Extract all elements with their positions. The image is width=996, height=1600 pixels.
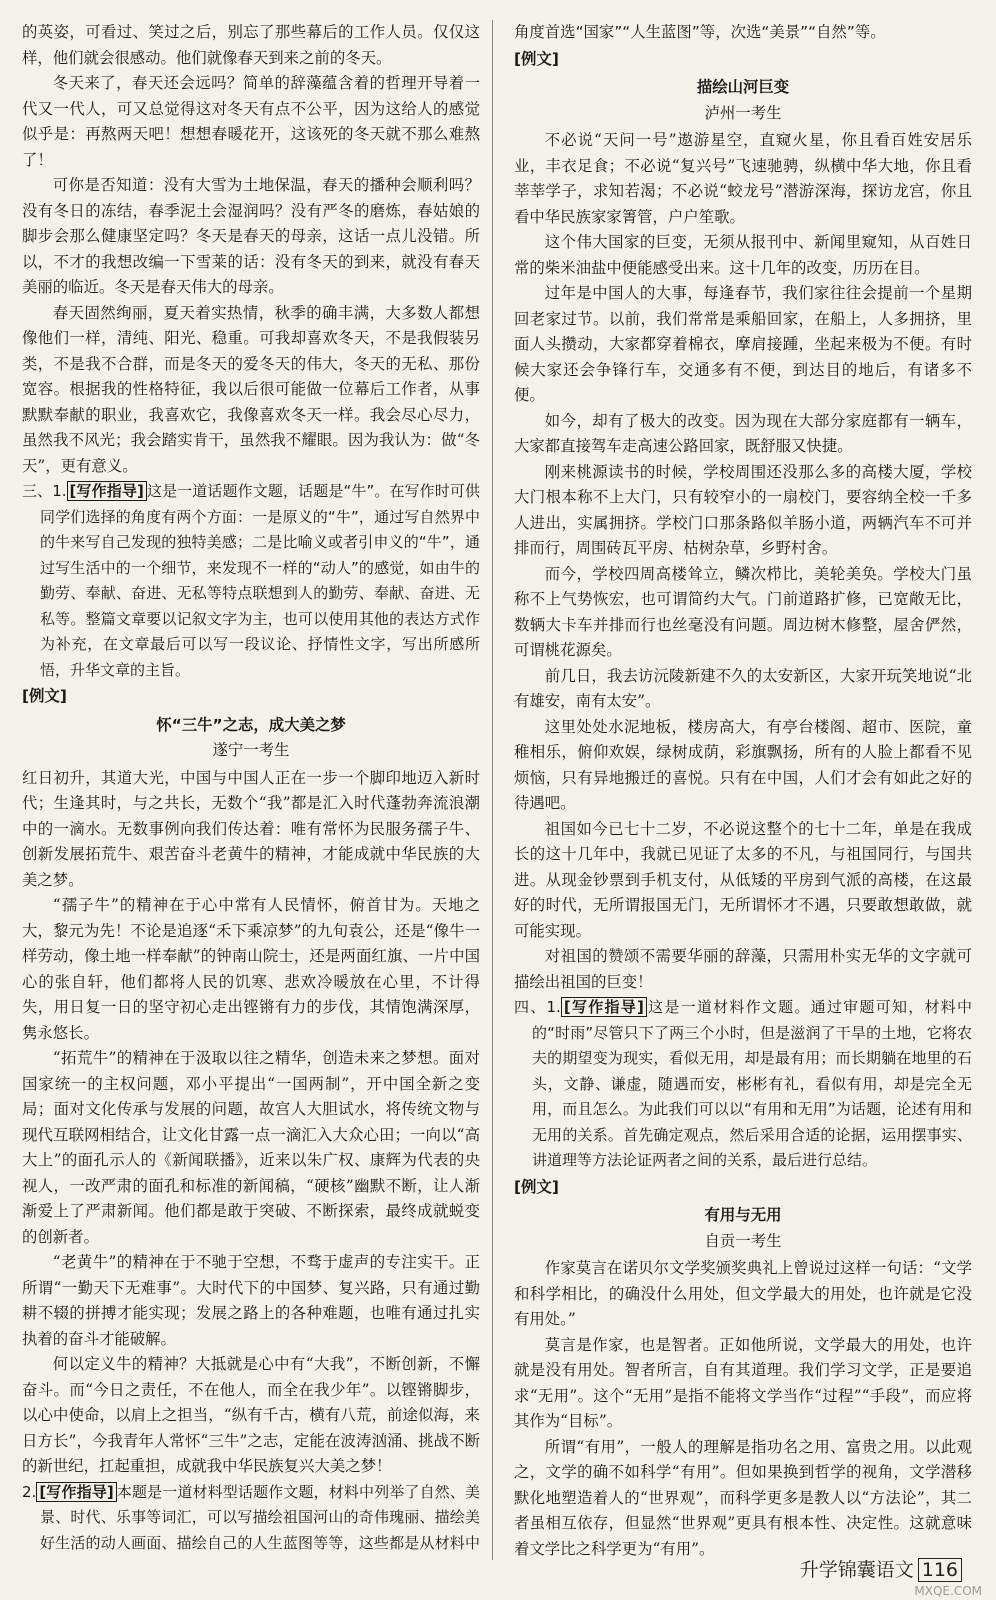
guide-text: 这是一道材料作文题。通过审题可知，材料中的“时雨”尽管只下了两三个小时，但是滋润了干旱的土地，它将农夫的期望变为现实，看似无用，却是最有用；而长期躺在地里的石头，文静、谦虚，随遇而安，彬彬有礼，看似有用，却是完全无用，而且怎么。为此我们可以以“有用和无用”为话题，论述有用和无用的关系。首先确定观点，然后采用合适的论据，运用摆事实、讲道理等方法论证两者之间的关系，最后进行总结。 xyxy=(532,998,972,1169)
page-number: 116 xyxy=(918,1558,962,1582)
paragraph: 祖国如今已七十二岁，不必说这整个的七十二年，单是在我成长的这十几年中，我就已见证了太多的不凡，与祖国同行，与国共进。从现金钞票到手机支付，从低矮的平房到气派的高楼，在这最好的时代，无所谓报国无门，无所谓怀才不遇，只要敢想敢做，就可能实现。 xyxy=(514,819,972,940)
section-number: 四、1. xyxy=(514,998,561,1016)
paragraph: “孺子牛”的精神在于心中常有人民情怀，俯首甘为。天地之大，黎元为先！不论是追逐“禾下乘凉梦”的九旬袁公，还是“像牛一样劳动，像土地一样奉献”的钟南山院士，还是两面红旗、一片中国心的张自轩，他们都将人民的饥寒、悲欢冷暖放在心里，不计得失，用日复一日的坚守初心走出铿锵有力的步伐，其情饱满深厚，隽永悠长。 xyxy=(22,896,480,1042)
section-4-guide xyxy=(514,995,972,1174)
right-column xyxy=(514,20,972,1560)
left-column xyxy=(22,20,480,1560)
essay-author: 泸州一考生 xyxy=(704,103,782,122)
paragraph: 春天固然绚丽，夏天着实热情，秋季的确丰满，大多数人都想像他们一样，清纯、阳光、稳重。可我却喜欢冬天，不是我假装另类，不是我不合群，而是冬天的爱冬天的伟大，冬天的无私、那份宽容。根据我的性格特征，我以后很可能做一位幕后工作者，从事默默奉献的职业，我喜欢它，我像喜欢冬天一样。我会尽心尽力，虽然我不风光；我会踏实肯干，虽然我不耀眼。因为我认为：做“冬天”，更有意义。 xyxy=(22,303,480,475)
section-number: 2. xyxy=(22,1482,37,1501)
guide-text: 本题是一道材料型话题作文题，材料中列举了自然、美景、时代、乐事等词汇，可以写描绘祖国河山的奇伟瑰丽、描绘美好生活的动人画面、描绘自己的人生蓝图等等，这些都是从材料中 xyxy=(40,1482,480,1552)
paragraph: 冬天来了，春天还会远吗？简单的辞藻蕴含着的哲理开导着一代又一代人，可又总觉得这对冬天有点不公平，因为这给人的感觉似乎是：再熬两天吧！想想春暖花开，这该死的冬天就不那么难熬了！ xyxy=(22,74,480,169)
paragraph: 所谓“有用”，一般人的理解是指功名之用、富贵之用。以此观之，文学的确不如科学“有用”。但如果换到哲学的视角，文学潜移默化地塑造着人的“世界观”，而科学更多是教人以“方法论”，其二者虽相互依存，但显然“世界观”更具有根本性、决定性。这就意味着文学比之科学更为“有用”。 xyxy=(514,1437,972,1558)
paragraph: 可你是否知道：没有大雪为土地保温，春天的播种会顺利吗？没有冬日的冻结，春季泥土会湿润吗？没有严冬的磨炼，春姑娘的脚步会那么健康坚定吗？冬天是春天的母亲，这话一点儿没错。所以，不才的我想改编一下雪莱的话：没有冬天的到来，就没有春天美丽的临近。冬天是春天伟大的母亲。 xyxy=(22,176,480,296)
writing-guide-tag: [写作指导] xyxy=(561,997,647,1017)
paragraph: 而今，学校四周高楼耸立，鳞次栉比，美轮美奂。学校大门虽称不上气势恢宏，也可谓简约大气。门前道路扩修，已宽敞无比，数辆大卡车并排而行也丝毫没有问题。周边树木修整，屋舍俨然，可谓桃花源矣。 xyxy=(514,564,972,659)
book-title: 升学锦囊语文 xyxy=(799,1559,914,1581)
paragraph: “老黄牛”的精神在于不驰于空想，不骛于虚声的专注实干。正所谓“一勤天下无难事”。大时代下的中国梦、复兴路，只有通过勤耕不辍的拼搏才能实现；发展之路上的各种难题，也唯有通过扎实执着的奋斗才能破解。 xyxy=(22,1253,480,1348)
paragraph: 前几日，我去访沅陵新建不久的太安新区，大家开玩笑地说“北有雄安，南有太安”。 xyxy=(514,666,972,710)
paragraph: 如今，却有了极大的改变。因为现在大部分家庭都有一辆车，大家都直接驾车走高速公路回家，既舒服又快捷。 xyxy=(514,411,972,455)
paragraph: 莫言是作家，也是智者。正如他所说，文学最大的用处，也许就是没有用处。智者所言，自有其道理。我们学习文学，正是要追求“无用”。这个“无用”是指不能将文学当作“过程”“手段”，而应将其作为“目标”。 xyxy=(514,1335,972,1430)
example-label: [例文] xyxy=(22,687,67,705)
guide-text: 这是一道话题作文题，话题是“牛”。在写作时可供同学们选择的角度有两个方面：一是原义的“牛”，通过写自然界中的牛来写自己发现的独特美感；二是比喻义或者引申义的“牛”，通过写生活中的一个细节，来发现不一样的“动人”的感觉，如由牛的勤劳、奉献、奋进、无私等特点联想到人的勤劳、奉献、奋进、无私等。整篇文章要以记叙文字为主，也可以使用其他的表达方式作为补充，在文章最后可以写一段议论、抒情性文字，写出所感所悟，升华文章的主旨。 xyxy=(40,482,480,679)
section-2-guide xyxy=(22,1480,480,1561)
section-3-guide xyxy=(22,479,480,683)
paragraph: 红日初升，其道大光，中国与中国人正在一步一个脚印地迈入新时代；生逢其时，与之共长，无数个“我”都是汇入时代蓬勃奔流浪潮中的一滴水。无数事例向我们传达着：唯有常怀为民服务孺子牛、创新发展拓荒牛、艰苦奋斗老黄牛的精神，才能成就中华民族的大美之梦。 xyxy=(22,768,480,889)
watermark: MXQE.COM xyxy=(914,1584,982,1598)
paragraph: 角度首选“国家”“人生蓝图”等，次选“美景”“自然”等。 xyxy=(514,23,886,41)
paragraph: 何以定义牛的精神？大抵就是心中有“大我”，不断创新，不懈奋斗。而“今日之责任，不在他人，而全在我少年”。以铿锵脚步，以心中使命，以肩上之担当，“纵有千古，横有八荒，前途似海，来日方长”，今我青年人常怀“三牛”之志，定能在波涛汹涌、挑战不断的新世纪，扛起重担，成就我中华民族复兴大美之梦！ xyxy=(22,1355,480,1475)
essay-title: 描绘山河巨变 xyxy=(696,78,790,96)
example-label: [例文] xyxy=(514,49,559,68)
paragraph: “拓荒牛”的精神在于汲取以往之精华，创造未来之梦想。面对国家统一的主权问题，邓小平提出“一国两制”，开中国全新之变局；面对文化传承与发展的问题，故宫人大胆试水，将传统文物与现代互联网相结合，让文化甘露一点一滴汇入大众心田；一向以“高大上”的面孔示人的《新闻联播》，近来以朱广权、康辉为代表的央视人，一改严肃的面孔和标准的新闻稿，“硬核”幽默不断，让人渐渐爱上了严肃新闻。他们都是敢于突破、不断探索，最终成就蜕变的创新者。 xyxy=(22,1049,480,1246)
paragraph: 作家莫言在诺贝尔文学奖颁奖典礼上曾说过这样一句话：“文学和科学相比，的确没什么用处，但文学最大的用处，也许就是它没有用处。” xyxy=(514,1259,972,1328)
paragraph: 对祖国的赞颂不需要华丽的辞藻，只需用朴实无华的文字就可描绘出祖国的巨变！ xyxy=(514,947,972,991)
column-divider xyxy=(492,20,493,1560)
writing-guide-tag: [写作指导] xyxy=(36,1482,116,1502)
paragraph: 不必说“天问一号”遨游星空，直窥火星，你且看百姓安居乐业，丰衣足食；不必说“复兴号”飞速驰骋，纵横中华大地，你且看莘莘学子，求知若渴；不必说“蛟龙号”潜游深海，探访龙宫，你且看中华民族家家箐管，户户笙歌。 xyxy=(514,131,972,226)
writing-guide-tag: [写作指导] xyxy=(67,481,147,501)
essay-title: 怀“三牛”之志，成大美之梦 xyxy=(156,715,346,734)
section-number: 三、1. xyxy=(22,482,67,500)
paragraph: 过年是中国人的大事，每逢春节，我们家往往会提前一个星期回老家过节。以前，我们常常是乘船回家，在船上，人多拥挤，里面人头攒动，大家都穿着棉衣，摩肩接踵，坐起来极为不便。有时候大家还会争锋行车，交通多有不便，到达目的地后，有诸多不便。 xyxy=(514,284,972,404)
example-label: [例文] xyxy=(514,1177,559,1196)
essay-author: 自贡一考生 xyxy=(704,1231,782,1250)
paragraph: 这个伟大国家的巨变，无须从报刊中、新闻里窥知，从百姓日常的柴米油盐中便能感受出来。这十几年的改变，历历在目。 xyxy=(514,233,972,277)
page-footer xyxy=(800,1555,962,1582)
essay-author: 遂宁一考生 xyxy=(212,741,290,759)
essay-title: 有用与无用 xyxy=(704,1206,782,1224)
paragraph: 刚来桃源读书的时候，学校周围还没那么多的高楼大厦，学校大门根本称不上大门，只有较窄小的一扇校门，要容纳全校一千多人进出，实属拥挤。学校门口那条路似羊肠小道，两辆汽车不可并排而行，周围砖瓦平房、枯树杂草，乡野村舍。 xyxy=(514,462,972,557)
paragraph: 的英姿，可看过、笑过之后，别忘了那些幕后的工作人员。仅仅这样，他们就会很感动。他们就像春天到来之前的冬天。 xyxy=(22,23,480,67)
paragraph: 这里处处水泥地板，楼房高大，有亭台楼阁、超市、医院，童稚相乐，俯仰欢娱，绿树成荫，彩旗飘扬，所有的人脸上都看不见烦恼，只有异地搬迁的喜悦。只有在中国，人们才会有如此之好的待遇吧。 xyxy=(514,717,972,812)
